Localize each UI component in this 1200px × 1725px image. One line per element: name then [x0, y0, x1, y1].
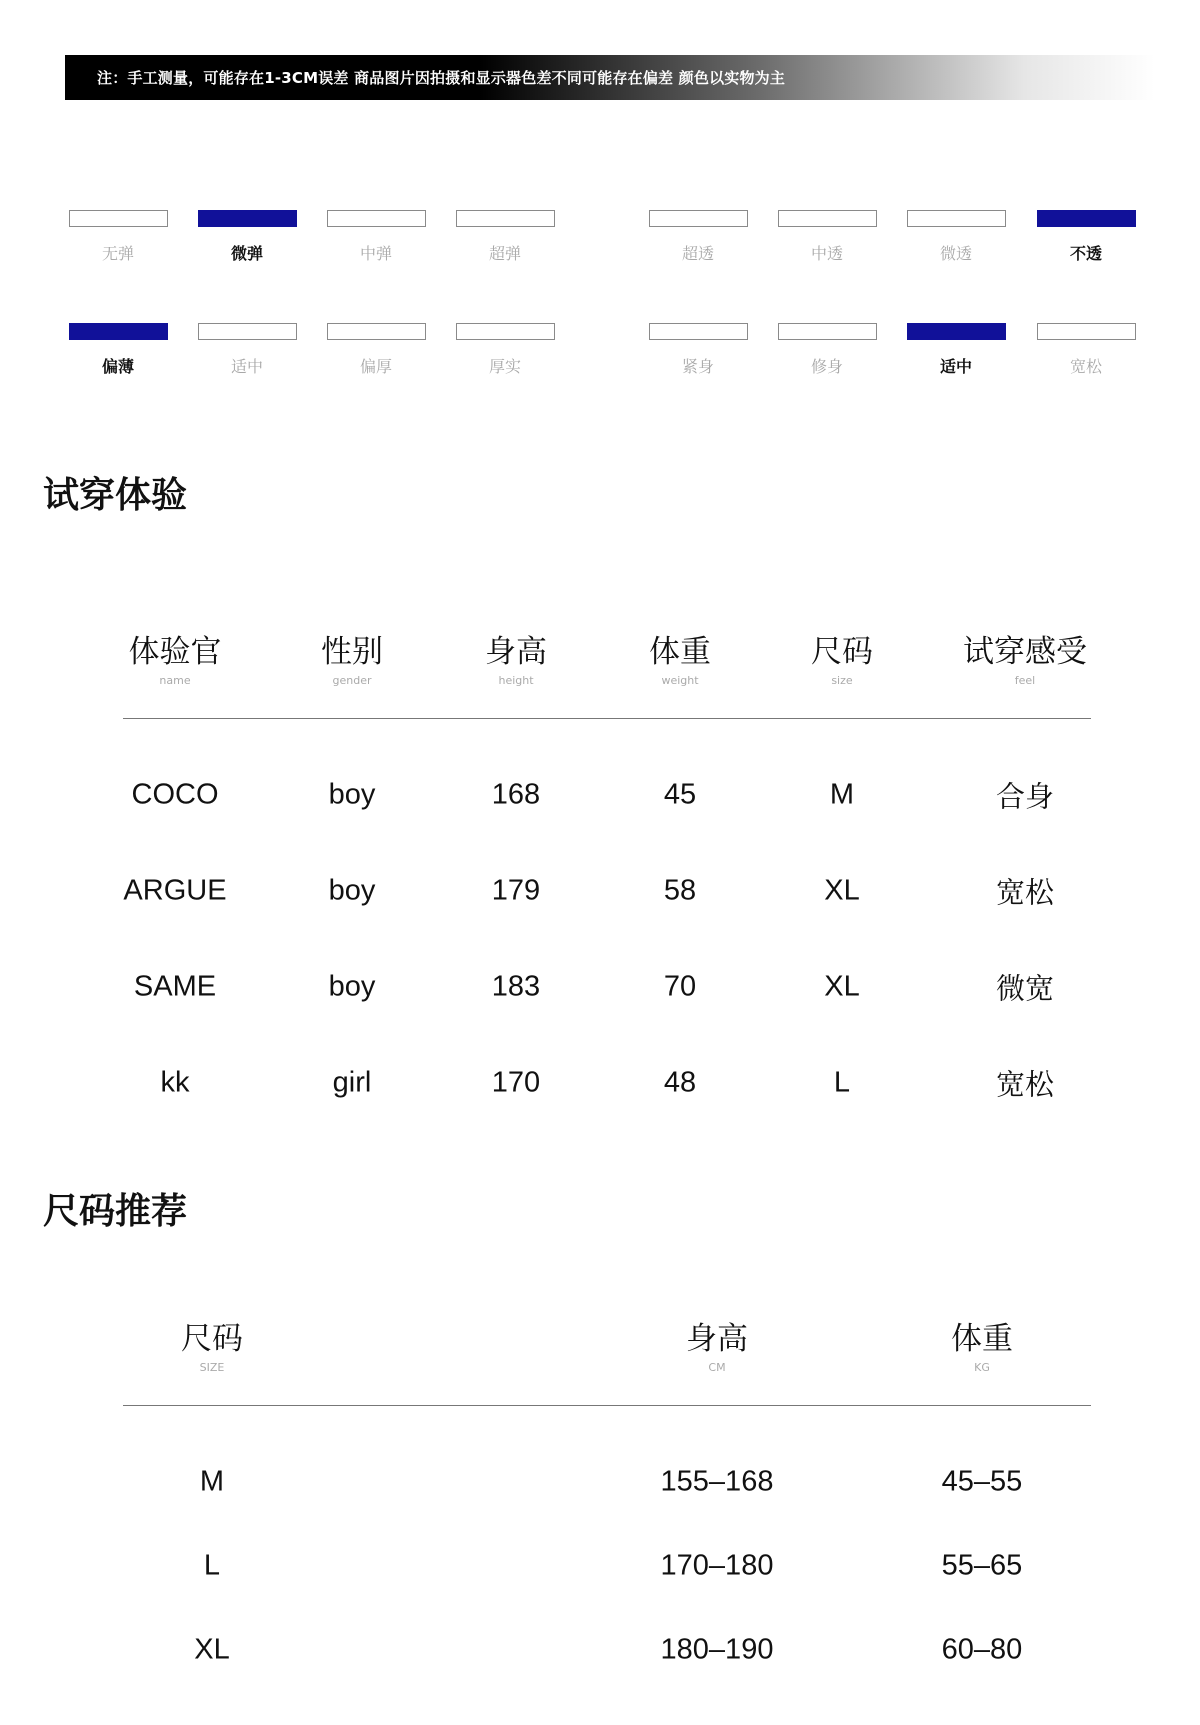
transparency-option-label: 不透	[1069, 244, 1102, 263]
option-indicator	[649, 210, 748, 227]
tryon-cell: 179	[491, 874, 541, 907]
tryon-header-label: 试穿感受	[963, 634, 1087, 670]
tryon-cell: 183	[491, 970, 541, 1003]
thickness-option-label: 偏厚	[359, 357, 392, 376]
thickness-option-label: 偏薄	[101, 357, 134, 376]
tryon-cell: boy	[328, 778, 376, 811]
tryon-cell: 宽松	[995, 877, 1055, 910]
tryon-cell: L	[833, 1066, 851, 1099]
size-cell: M	[199, 1465, 225, 1498]
transparency-option-label: 中透	[810, 244, 843, 263]
tryon-header-label: 尺码	[811, 634, 873, 670]
fit-option	[777, 323, 877, 377]
tryon-header-sublabel: name	[159, 674, 191, 688]
fit-option-label: 适中	[939, 357, 972, 376]
size-cell: XL	[194, 1633, 230, 1666]
tryon-header-label: 身高	[485, 634, 547, 670]
selected-indicator	[1037, 210, 1136, 227]
thickness-option-label: 厚实	[488, 357, 521, 376]
tryon-cell: ARGUE	[123, 874, 227, 907]
tryon-cell: 58	[663, 874, 697, 907]
selected-indicator	[198, 210, 297, 227]
tryon-cell: 微宽	[995, 973, 1055, 1006]
fit-option-label: 宽松	[1069, 357, 1102, 376]
size-header-sublabel: SIZE	[199, 1361, 225, 1375]
tryon-cell: girl	[332, 1066, 372, 1099]
fit-option	[906, 323, 1006, 377]
tryon-cell: XL	[824, 874, 860, 907]
note-banner	[65, 55, 1155, 100]
elasticity-option-label: 无弹	[101, 244, 134, 263]
option-indicator	[198, 323, 297, 340]
option-indicator	[456, 210, 555, 227]
tryon-cell: SAME	[133, 970, 217, 1003]
tryon-cell: boy	[328, 970, 376, 1003]
tryon-cell: 70	[663, 970, 697, 1003]
option-indicator	[327, 210, 426, 227]
fit-option	[1036, 323, 1136, 377]
selected-indicator	[907, 323, 1006, 340]
size-cell: L	[203, 1549, 221, 1582]
size-header-label: 身高	[686, 1321, 748, 1357]
option-indicator	[649, 323, 748, 340]
tryon-header-divider	[123, 718, 1091, 719]
elasticity-option	[326, 210, 426, 264]
size-header-sublabel: CM	[708, 1361, 726, 1375]
tryon-title: 试穿体验	[43, 475, 188, 516]
tryon-header-sublabel: height	[498, 674, 534, 688]
tryon-cell: M	[829, 778, 855, 811]
size-cell: 45–55	[941, 1465, 1023, 1498]
size-header-label: 尺码	[181, 1321, 243, 1357]
size-header	[181, 1321, 243, 1374]
tryon-header-label: 体重	[649, 634, 711, 670]
tryon-cell: 宽松	[995, 1069, 1055, 1102]
transparency-option-label: 超透	[681, 244, 714, 263]
fit-option-label: 紧身	[681, 357, 714, 376]
size-header-sublabel: KG	[974, 1361, 990, 1375]
option-indicator	[69, 210, 168, 227]
tryon-cell: 170	[491, 1066, 541, 1099]
transparency-option	[648, 210, 748, 264]
tryon-cell: 45	[663, 778, 697, 811]
option-indicator	[778, 323, 877, 340]
tryon-header	[129, 634, 222, 687]
transparency-option	[906, 210, 1006, 264]
elasticity-option	[68, 210, 168, 264]
tryon-header-label: 性别	[321, 634, 383, 670]
option-indicator	[907, 210, 1006, 227]
elasticity-option	[197, 210, 297, 264]
option-indicator	[327, 323, 426, 340]
tryon-header-sublabel: gender	[332, 674, 372, 688]
selected-indicator	[69, 323, 168, 340]
tryon-header	[321, 634, 383, 687]
note-text: 注：手工测量，可能存在1-3CM误差 商品图片因拍摄和显示器色差不同可能存在偏差 颜色以实物为主	[97, 69, 786, 87]
elasticity-option	[455, 210, 555, 264]
thickness-option-label: 适中	[230, 357, 263, 376]
thickness-option	[68, 323, 168, 377]
thickness-option	[326, 323, 426, 377]
tryon-cell: XL	[824, 970, 860, 1003]
tryon-cell: COCO	[131, 778, 219, 811]
elasticity-option-label: 微弹	[230, 244, 263, 263]
size-cell: 180–190	[660, 1633, 774, 1666]
tryon-header	[485, 634, 547, 687]
elasticity-option-label: 超弹	[488, 244, 521, 263]
size-cell: 60–80	[941, 1633, 1023, 1666]
size-recommend-title: 尺码推荐	[43, 1191, 188, 1232]
tryon-header-sublabel: weight	[661, 674, 699, 688]
size-header	[951, 1321, 1013, 1374]
size-cell: 170–180	[660, 1549, 774, 1582]
tryon-header	[649, 634, 711, 687]
tryon-cell: 合身	[995, 781, 1055, 814]
size-cell: 55–65	[941, 1549, 1023, 1582]
tryon-header-sublabel: size	[831, 674, 853, 688]
size-header	[686, 1321, 748, 1374]
transparency-option	[1036, 210, 1136, 264]
thickness-option	[197, 323, 297, 377]
elasticity-option-label: 中弹	[359, 244, 392, 263]
fit-option	[648, 323, 748, 377]
tryon-header-label: 体验官	[128, 634, 222, 670]
transparency-option-label: 微透	[939, 244, 972, 263]
tryon-header	[963, 634, 1087, 687]
transparency-option	[777, 210, 877, 264]
size-header-label: 体重	[951, 1321, 1013, 1357]
fit-option-label: 修身	[810, 357, 843, 376]
tryon-cell: kk	[160, 1066, 190, 1099]
thickness-option	[455, 323, 555, 377]
tryon-cell: 168	[491, 778, 541, 811]
tryon-cell: boy	[328, 874, 376, 907]
tryon-header-sublabel: feel	[1014, 674, 1036, 688]
size-header-divider	[123, 1405, 1091, 1406]
option-indicator	[456, 323, 555, 340]
tryon-cell: 48	[663, 1066, 697, 1099]
tryon-header	[811, 634, 873, 687]
option-indicator	[778, 210, 877, 227]
option-indicator	[1037, 323, 1136, 340]
size-cell: 155–168	[660, 1465, 774, 1498]
